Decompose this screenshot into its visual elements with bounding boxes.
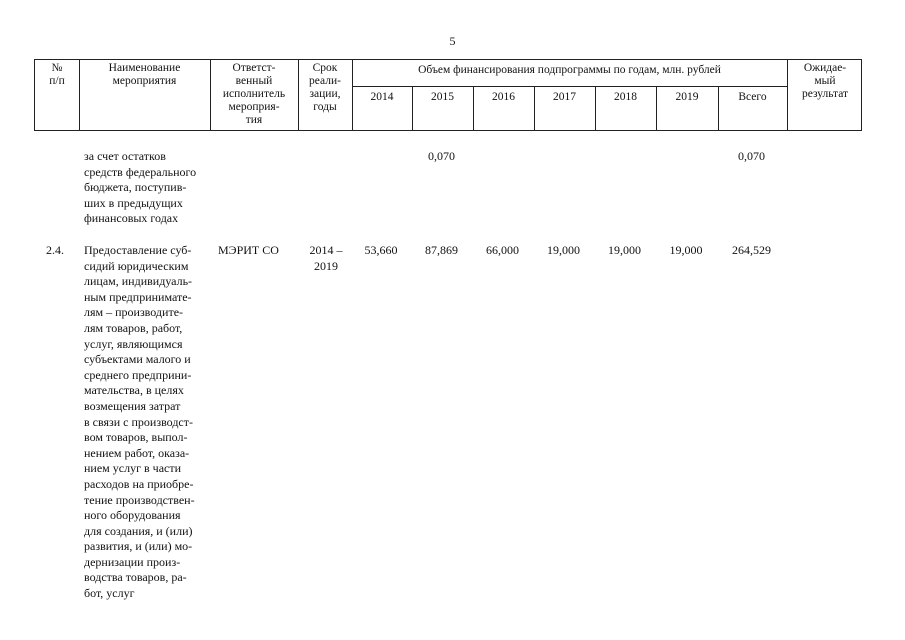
row2-executor: МЭРИТ СО <box>218 243 279 257</box>
row2-value-2018: 19,000 <box>608 243 641 257</box>
header-total: Всего <box>738 91 767 103</box>
header-term: Срок реали- зации, годы <box>309 62 341 113</box>
row2-value-2015: 87,869 <box>425 243 458 257</box>
header-name: Наименование мероприятия <box>108 62 181 87</box>
row1-value-total: 0,070 <box>738 149 765 163</box>
row2-value-total: 264,529 <box>732 243 771 257</box>
header-number: № п/п <box>49 62 65 87</box>
header-year-2015: 2015 <box>431 91 454 103</box>
header-year-2016: 2016 <box>492 91 515 103</box>
row1-name: за счет остатков средств федерального бюджета, поступив- ших в предыдущих финансовых годах <box>84 149 197 226</box>
header-funding: Объем финансирования подпрограммы по годам, млн. рублей <box>418 64 721 76</box>
header-year-2019: 2019 <box>675 91 699 103</box>
row2-name: Предоставление суб- сидий юридическим лицам, индивидуаль- ным предпринимате- лям – производите- лям товаров, работ, услуг, являющимся субъектами малого и среднего предприни- мательства, в целях возмещения затрат в связи с производст- вом товаров, выпол- нением работ, оказа- нием услуг в части расходов на приобре- тение производствен- ного оборудования для создания, и (или) развития, и (или) мо- дернизации произ- водства товаров, ра- бот, услуг <box>84 243 195 601</box>
table-header <box>34 59 862 131</box>
header-result: Ожидае- мый результат <box>801 62 849 100</box>
row2-value-2014: 53,660 <box>364 243 398 257</box>
row2-term: 2014 – 2019 <box>309 243 343 273</box>
row2-value-2017: 19,000 <box>547 243 580 257</box>
header-executor: Ответст- венный исполнитель мероприя- тия <box>222 62 286 126</box>
row1-value-2015: 0,070 <box>428 149 455 163</box>
header-year-2014: 2014 <box>370 91 394 103</box>
row2-value-2019: 19,000 <box>669 243 703 257</box>
page-number: 5 <box>449 34 456 48</box>
row2-number: 2.4. <box>46 243 64 257</box>
row2-value-2016: 66,000 <box>486 243 519 257</box>
header-year-2017: 2017 <box>553 91 576 103</box>
header-year-2018: 2018 <box>614 91 637 103</box>
